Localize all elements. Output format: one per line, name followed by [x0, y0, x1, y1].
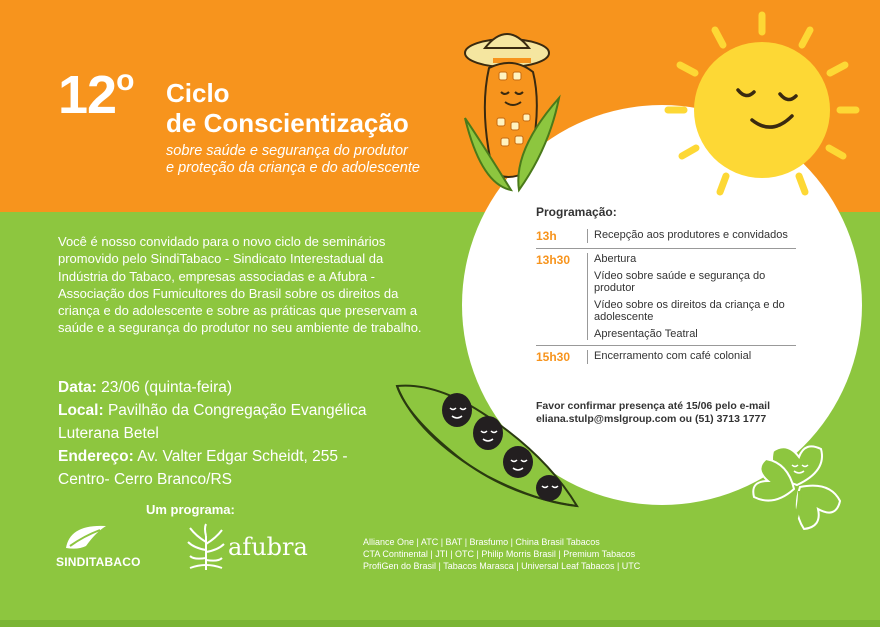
- edition-ordinal: o: [116, 64, 134, 97]
- sun-illustration: [660, 10, 865, 210]
- schedule-item: Recepção aos produtores e convidados: [594, 229, 788, 241]
- sponsors-line: CTA Continental | JTI | OTC | Philip Morris Brasil | Premium Tabacos: [363, 549, 636, 559]
- sponsors-list: [363, 536, 673, 572]
- schedule-time: 13h: [536, 229, 557, 243]
- title-line-1: Ciclo: [166, 78, 230, 108]
- address-value: Av. Valter Edgar Scheidt, 255 - Centro- Cerro Branco/RS: [58, 448, 348, 488]
- rsvp-note: [536, 400, 806, 426]
- address-line: [58, 445, 398, 491]
- clover-illustration: [742, 425, 862, 545]
- sinditabaco-leaf-icon: [62, 522, 110, 552]
- schedule-item: Encerramento com café colonial: [594, 350, 752, 362]
- date-value: 23/06 (quinta-feira): [96, 379, 233, 396]
- schedule-time: 13h30: [536, 253, 571, 267]
- rsvp-line-1: Favor confirmar presença até 15/06 pelo e-mail: [536, 400, 771, 412]
- afubra-tree-icon: [186, 522, 228, 572]
- schedule-row: [536, 346, 796, 369]
- sinditabaco-logo: SINDITABACO: [56, 555, 141, 569]
- schedule-row: [536, 225, 796, 249]
- bottom-strip: [0, 620, 880, 627]
- date-line: [58, 376, 398, 399]
- event-details: [58, 376, 398, 491]
- schedule-item: Apresentação Teatral: [594, 328, 698, 340]
- pea-pod-illustration: [392, 378, 592, 508]
- sponsors-line: ProfiGen do Brasil | Tabacos Marasca | Universal Leaf Tabacos | UTC: [363, 561, 641, 571]
- rsvp-contact[interactable]: eliana.stulp@mslgroup.com ou (51) 3713 1777: [536, 413, 767, 425]
- corn-illustration: [455, 18, 575, 193]
- intro-paragraph: Você é nosso convidado para o novo ciclo de seminários promovido pelo SindiTabaco - Sindicato Interestadual da Indústria do Tabaco, empresas associadas e a Afubra - Associação dos Fumicultores do Brasil sobre os direitos da criança e do adolescente e sobre as práticas que preservam a saúde e a segurança do produtor no seu ambiente de trabalho.: [58, 234, 422, 336]
- schedule-row: [536, 249, 796, 346]
- schedule-time: 15h30: [536, 350, 571, 364]
- schedule-items: [587, 253, 796, 340]
- schedule-title: Programação:: [536, 205, 617, 219]
- schedule-item: Vídeo sobre saúde e segurança do produtor: [594, 270, 766, 294]
- schedule-items: [587, 229, 796, 243]
- schedule-item: Vídeo sobre os direitos da criança e do adolescente: [594, 299, 785, 323]
- sponsors-line: Alliance One | ATC | BAT | Brasfumo | China Brasil Tabacos: [363, 537, 600, 547]
- date-label: Data:: [58, 379, 97, 396]
- subtitle: [166, 143, 466, 177]
- address-label: Endereço:: [58, 448, 134, 465]
- location-label: Local:: [58, 402, 104, 419]
- location-line: [58, 399, 398, 445]
- schedule-items: [587, 350, 796, 364]
- subtitle-line-1: sobre saúde e segurança do produtor: [166, 143, 408, 159]
- schedule-table: [536, 225, 796, 369]
- afubra-logo: afubra: [228, 533, 308, 561]
- program-by-label: Um programa:: [146, 502, 235, 517]
- schedule-item: Abertura: [594, 253, 637, 265]
- subtitle-line-2: e proteção da criança e do adolescente: [166, 160, 420, 176]
- location-value: Pavilhão da Congregação Evangélica Luterana Betel: [58, 402, 367, 442]
- edition-number: 12$^o$: [58, 64, 134, 125]
- title-line-2: de Conscientização: [166, 108, 409, 138]
